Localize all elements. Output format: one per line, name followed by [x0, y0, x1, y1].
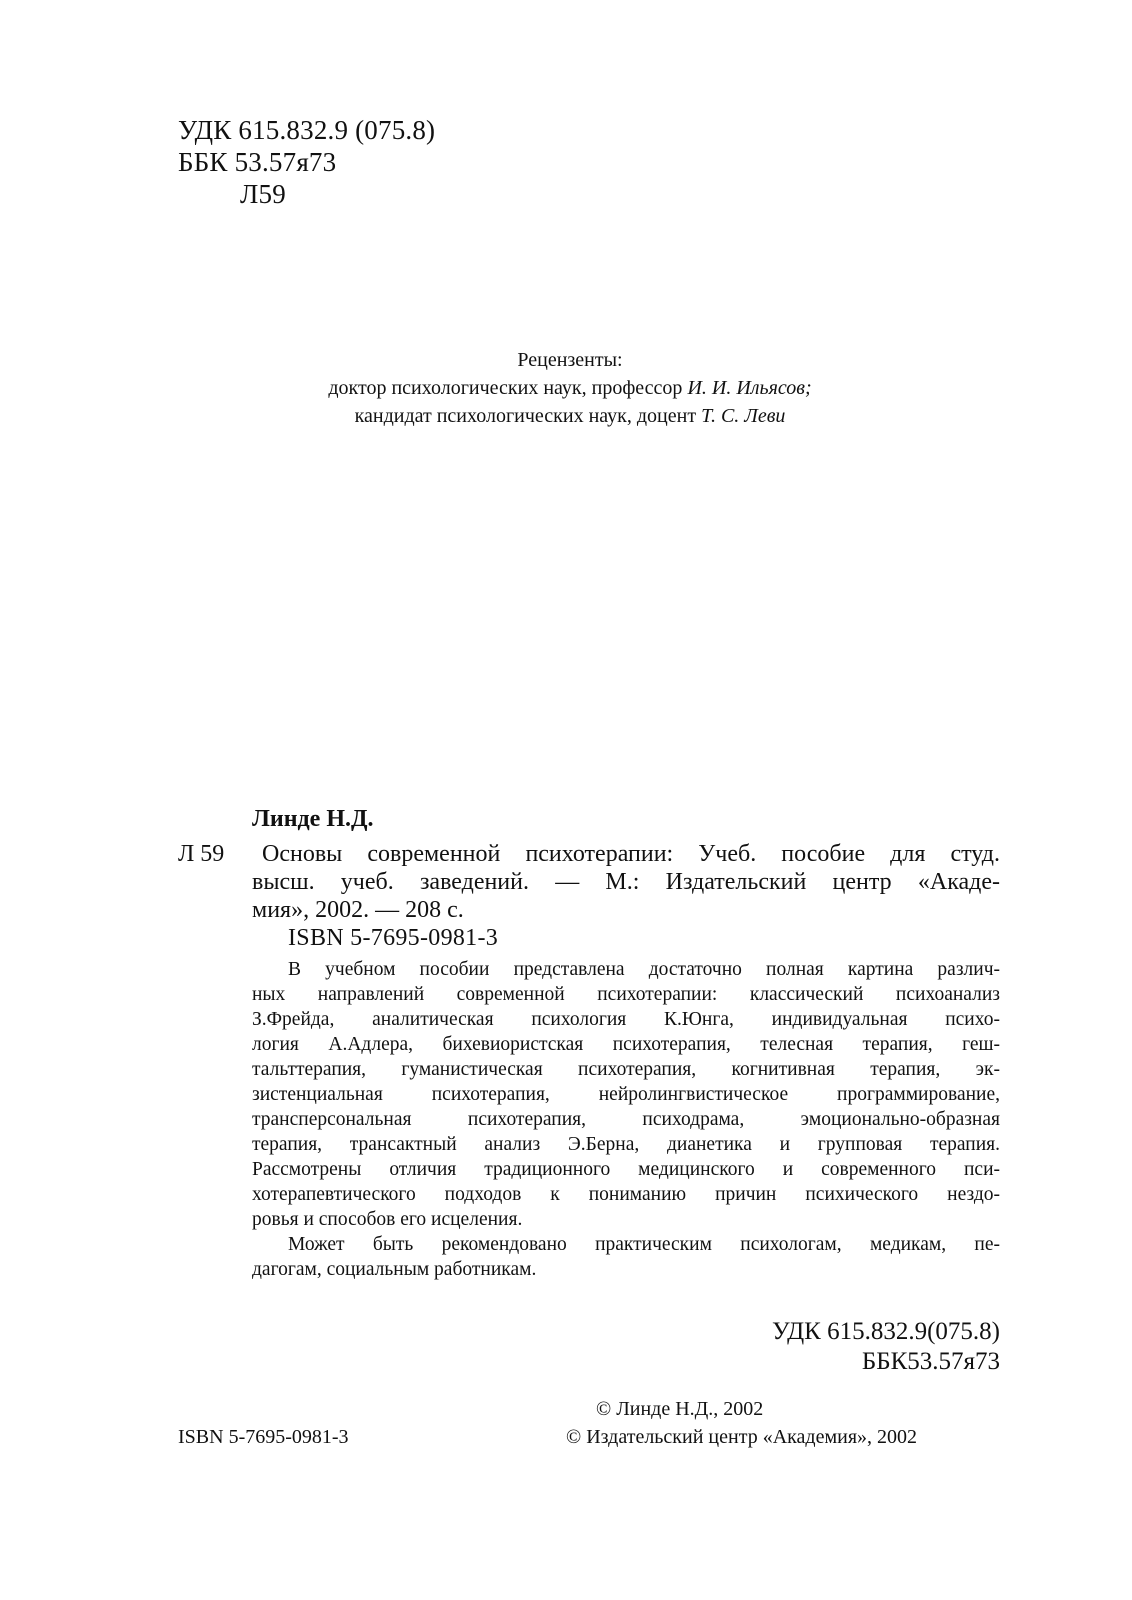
annotation-line: ровья и способов его исцеления. — [252, 1209, 523, 1230]
annotation-line: зистенциальная психотерапия, нейролингвистическое программирование, — [252, 1084, 1000, 1105]
classification-bottom — [772, 1317, 1000, 1377]
reviewer-1-name: И. И. Ильясов; — [687, 377, 812, 399]
reviewers-block — [270, 346, 870, 430]
author-mark-top: Л59 — [240, 179, 286, 209]
author-name: Линде Н.Д. — [252, 806, 374, 832]
bibliographic-isbn: ISBN 5-7695-0981-3 — [288, 925, 499, 951]
bbk-code-bottom: ББК53.57я73 — [861, 1348, 1000, 1375]
bbk-code-top: ББК 53.57я73 — [178, 147, 337, 177]
reviewer-1-role: доктор психологических наук, профессор — [328, 377, 683, 399]
annotation-line: В учебном пособии представлена достаточно полная картина различ- — [288, 959, 1000, 980]
udk-code-bottom: УДК 615.832.9(075.8) — [771, 1318, 1000, 1345]
annotation-line: З.Фрейда, аналитическая психология К.Юнга, индивидуальная психо- — [252, 1009, 1000, 1030]
author-copyright: © Линде Н.Д., 2002 — [596, 1398, 764, 1420]
annotation-line: логия А.Адлера, бихевиористская психотерапия, телесная терапия, геш- — [252, 1034, 1000, 1055]
annotation-line: дагогам, социальным работникам. — [252, 1259, 537, 1280]
udk-code-top: УДК 615.832.9 (075.8) — [178, 115, 436, 145]
annotation-line: хотерапевтического подходов к пониманию причин психического нездо- — [252, 1184, 1000, 1205]
reviewer-1 — [270, 374, 870, 402]
annotation — [252, 957, 1000, 1282]
title-line-1: Основы современной психотерапии: Учеб. пособие для студ. — [262, 841, 1000, 867]
title-line-2: высш. учеб. заведений. — М.: Издательский центр «Акаде- — [252, 869, 1000, 895]
annotation-line: ных направлений современной психотерапии: классический психоанализ — [252, 984, 1000, 1005]
annotation-line: трансперсональная психотерапия, психодрама, эмоционально-образная — [252, 1109, 1000, 1130]
isbn-bottom: ISBN 5-7695-0981-3 — [178, 1426, 349, 1448]
publisher-copyright: © Издательский центр «Академия», 2002 — [566, 1426, 918, 1448]
reviewer-2-role: кандидат психологических наук, доцент — [354, 405, 697, 427]
reviewers-heading: Рецензенты: — [517, 349, 623, 371]
annotation-line: Может быть рекомендовано практическим психологам, медикам, пе- — [288, 1234, 1000, 1255]
annotation-line: Рассмотрены отличия традиционного медицинского и современного пси- — [252, 1159, 1000, 1180]
bibliographic-description — [252, 840, 1000, 924]
bibliographic-code: Л 59 — [178, 841, 225, 867]
reviewer-2 — [270, 402, 870, 430]
title-line-3: мия», 2002. — 208 с. — [252, 897, 464, 923]
annotation-line: терапия, трансактный анализ Э.Берна, дианетика и групповая терапия. — [252, 1134, 1000, 1155]
reviewer-2-name: Т. С. Леви — [701, 405, 786, 427]
annotation-line: тальттерапия, гуманистическая психотерапия, когнитивная терапия, эк- — [252, 1059, 1000, 1080]
